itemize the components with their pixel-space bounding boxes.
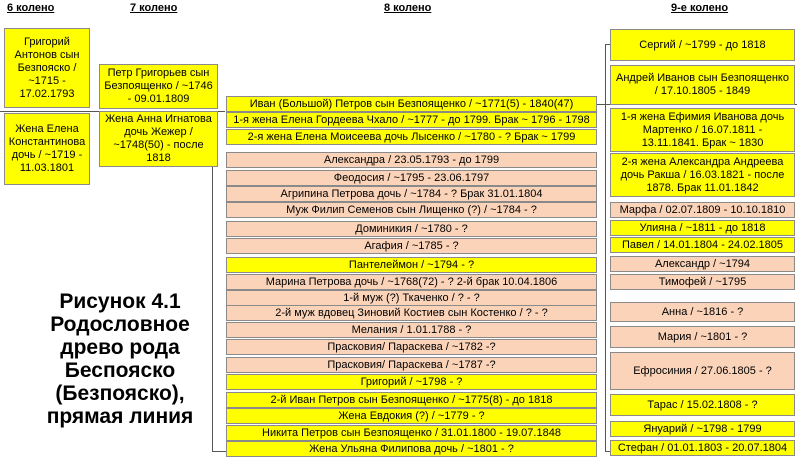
gen8-item: Прасковия/ Параскева / ~1782 -? [226, 339, 597, 355]
gen8-item: Муж Филип Семенов сын Лищенко (?) / ~1784 - ? [226, 202, 597, 218]
gen8-item: Пантелеймон / ~1794 - ? [226, 257, 597, 273]
gen8-item: Александра / 23.05.1793 - до 1799 [226, 152, 597, 168]
gen8-item: Агафия / ~1785 - ? [226, 238, 597, 254]
gen9-item: Марфа / 02.07.1809 - 10.10.1810 [610, 202, 795, 218]
person-petr-grigoriev: Петр Григорьев сын Безпоященко / ~1746 - 09.01.1809 [99, 64, 218, 109]
gen8-item: 2-я жена Елена Моисеева дочь Лысенко / ~1780 - ? Брак ~ 1799 [226, 129, 597, 145]
person-wife-elena: Жена Елена Константинова дочь / ~1719 - 11.03.1801 [4, 113, 90, 185]
caption-line: (Безпояско), [55, 382, 185, 405]
gen9-item: 2-я жена Александра Андреева дочь Ракша / 16.03.1821 - после 1878. Брак 11.01.1842 [610, 153, 795, 197]
gen8-item: Доминикия / ~1780 - ? [226, 221, 597, 237]
gen9-item: Анна / ~1816 - ? [610, 302, 795, 322]
gen8-item: 1-я жена Елена Гордеева Чхало / ~1777 - до 1799. Брак ~ 1796 - 1798 [226, 112, 597, 128]
gen8-item: 2-й Иван Петров сын Безпоященко / ~1775(8) - до 1818 [226, 392, 597, 408]
gen9-item: Павел / 14.01.1804 - 24.02.1805 [610, 237, 795, 253]
figure-caption [30, 290, 210, 428]
gen9-item: Тарас / 15.02.1808 - ? [610, 394, 795, 416]
gen8-item: Феодосия / ~1795 - 23.06.1797 [226, 170, 597, 186]
gen8-item: Жена Евдокия (?) / ~1779 - ? [226, 408, 597, 424]
gen8-item: Никита Петров сын Безпоященко / 31.01.1800 - 19.07.1848 [226, 425, 597, 441]
gen8-item: Иван (Большой) Петров сын Безпоященко / ~1771(5) - 1840(47) [226, 96, 597, 112]
connector-gen8-tick [212, 451, 226, 452]
gen9-item: Стефан / 01.01.1803 - 20.07.1804 [610, 440, 795, 456]
header-gen7: 7 колено [130, 2, 178, 14]
gen9-item: Сергий / ~1799 - до 1818 [610, 29, 795, 61]
caption-line: Беспояско [64, 359, 176, 382]
gen9-item: Андрей Иванов сын Безпоященко / 17.10.1805 - 1849 [610, 65, 795, 105]
gen8-item: Прасковия/ Параскева / ~1787 -? [226, 357, 597, 373]
gen9-item: Ефросиния / 27.06.1805 - ? [610, 352, 795, 390]
person-wife-anna: Жена Анна Игнатова дочь Жежер / ~1748(50) - после 1818 [99, 111, 218, 167]
caption-line: Родословное [50, 313, 190, 336]
gen8-item: Мелания / 1.01.1788 - ? [226, 322, 597, 338]
gen8-item: Григорий / ~1798 - ? [226, 374, 597, 390]
gen8-item: 2-й муж вдовец Зиновий Костиев сын Костенко / ? - ? [226, 305, 597, 321]
caption-line: древо рода [60, 336, 180, 359]
gen8-item: 1-й муж (?) Ткаченко / ? - ? [226, 290, 597, 306]
gen8-item: Агрипина Петрова дочь / ~1784 - ? Брак 31.01.1804 [226, 186, 597, 202]
caption-line: Рисунок 4.1 [59, 290, 181, 313]
header-gen8: 8 колено [384, 2, 432, 14]
gen9-item: Януарий / ~1798 - 1799 [610, 421, 795, 437]
gen9-item: Улияна / ~1811 - до 1818 [610, 220, 795, 236]
caption-line: прямая линия [46, 405, 194, 428]
person-grigoriy-antonov: Григорий Антонов сын Безпояско / ~1715 - 17.02.1793 [4, 28, 90, 108]
gen8-item: Марина Петрова дочь / ~1768(72) - ? 2-й брак 10.04.1806 [226, 274, 597, 290]
gen9-item: Мария / ~1801 - ? [610, 326, 795, 348]
connector-gen9-vertical [605, 44, 606, 452]
gen9-item: 1-я жена Ефимия Иванова дочь Мартенко / 16.07.1811 - 13.11.1841. Брак ~ 1830 [610, 108, 795, 152]
gen9-item: Тимофей / ~1795 [610, 274, 795, 290]
gen9-item: Александр / ~1794 [610, 256, 795, 272]
header-gen6: 6 колено [7, 2, 55, 14]
gen8-item: Жена Ульяна Филипова дочь / ~1801 - ? [226, 441, 597, 457]
header-gen9: 9-е колено [671, 2, 729, 14]
